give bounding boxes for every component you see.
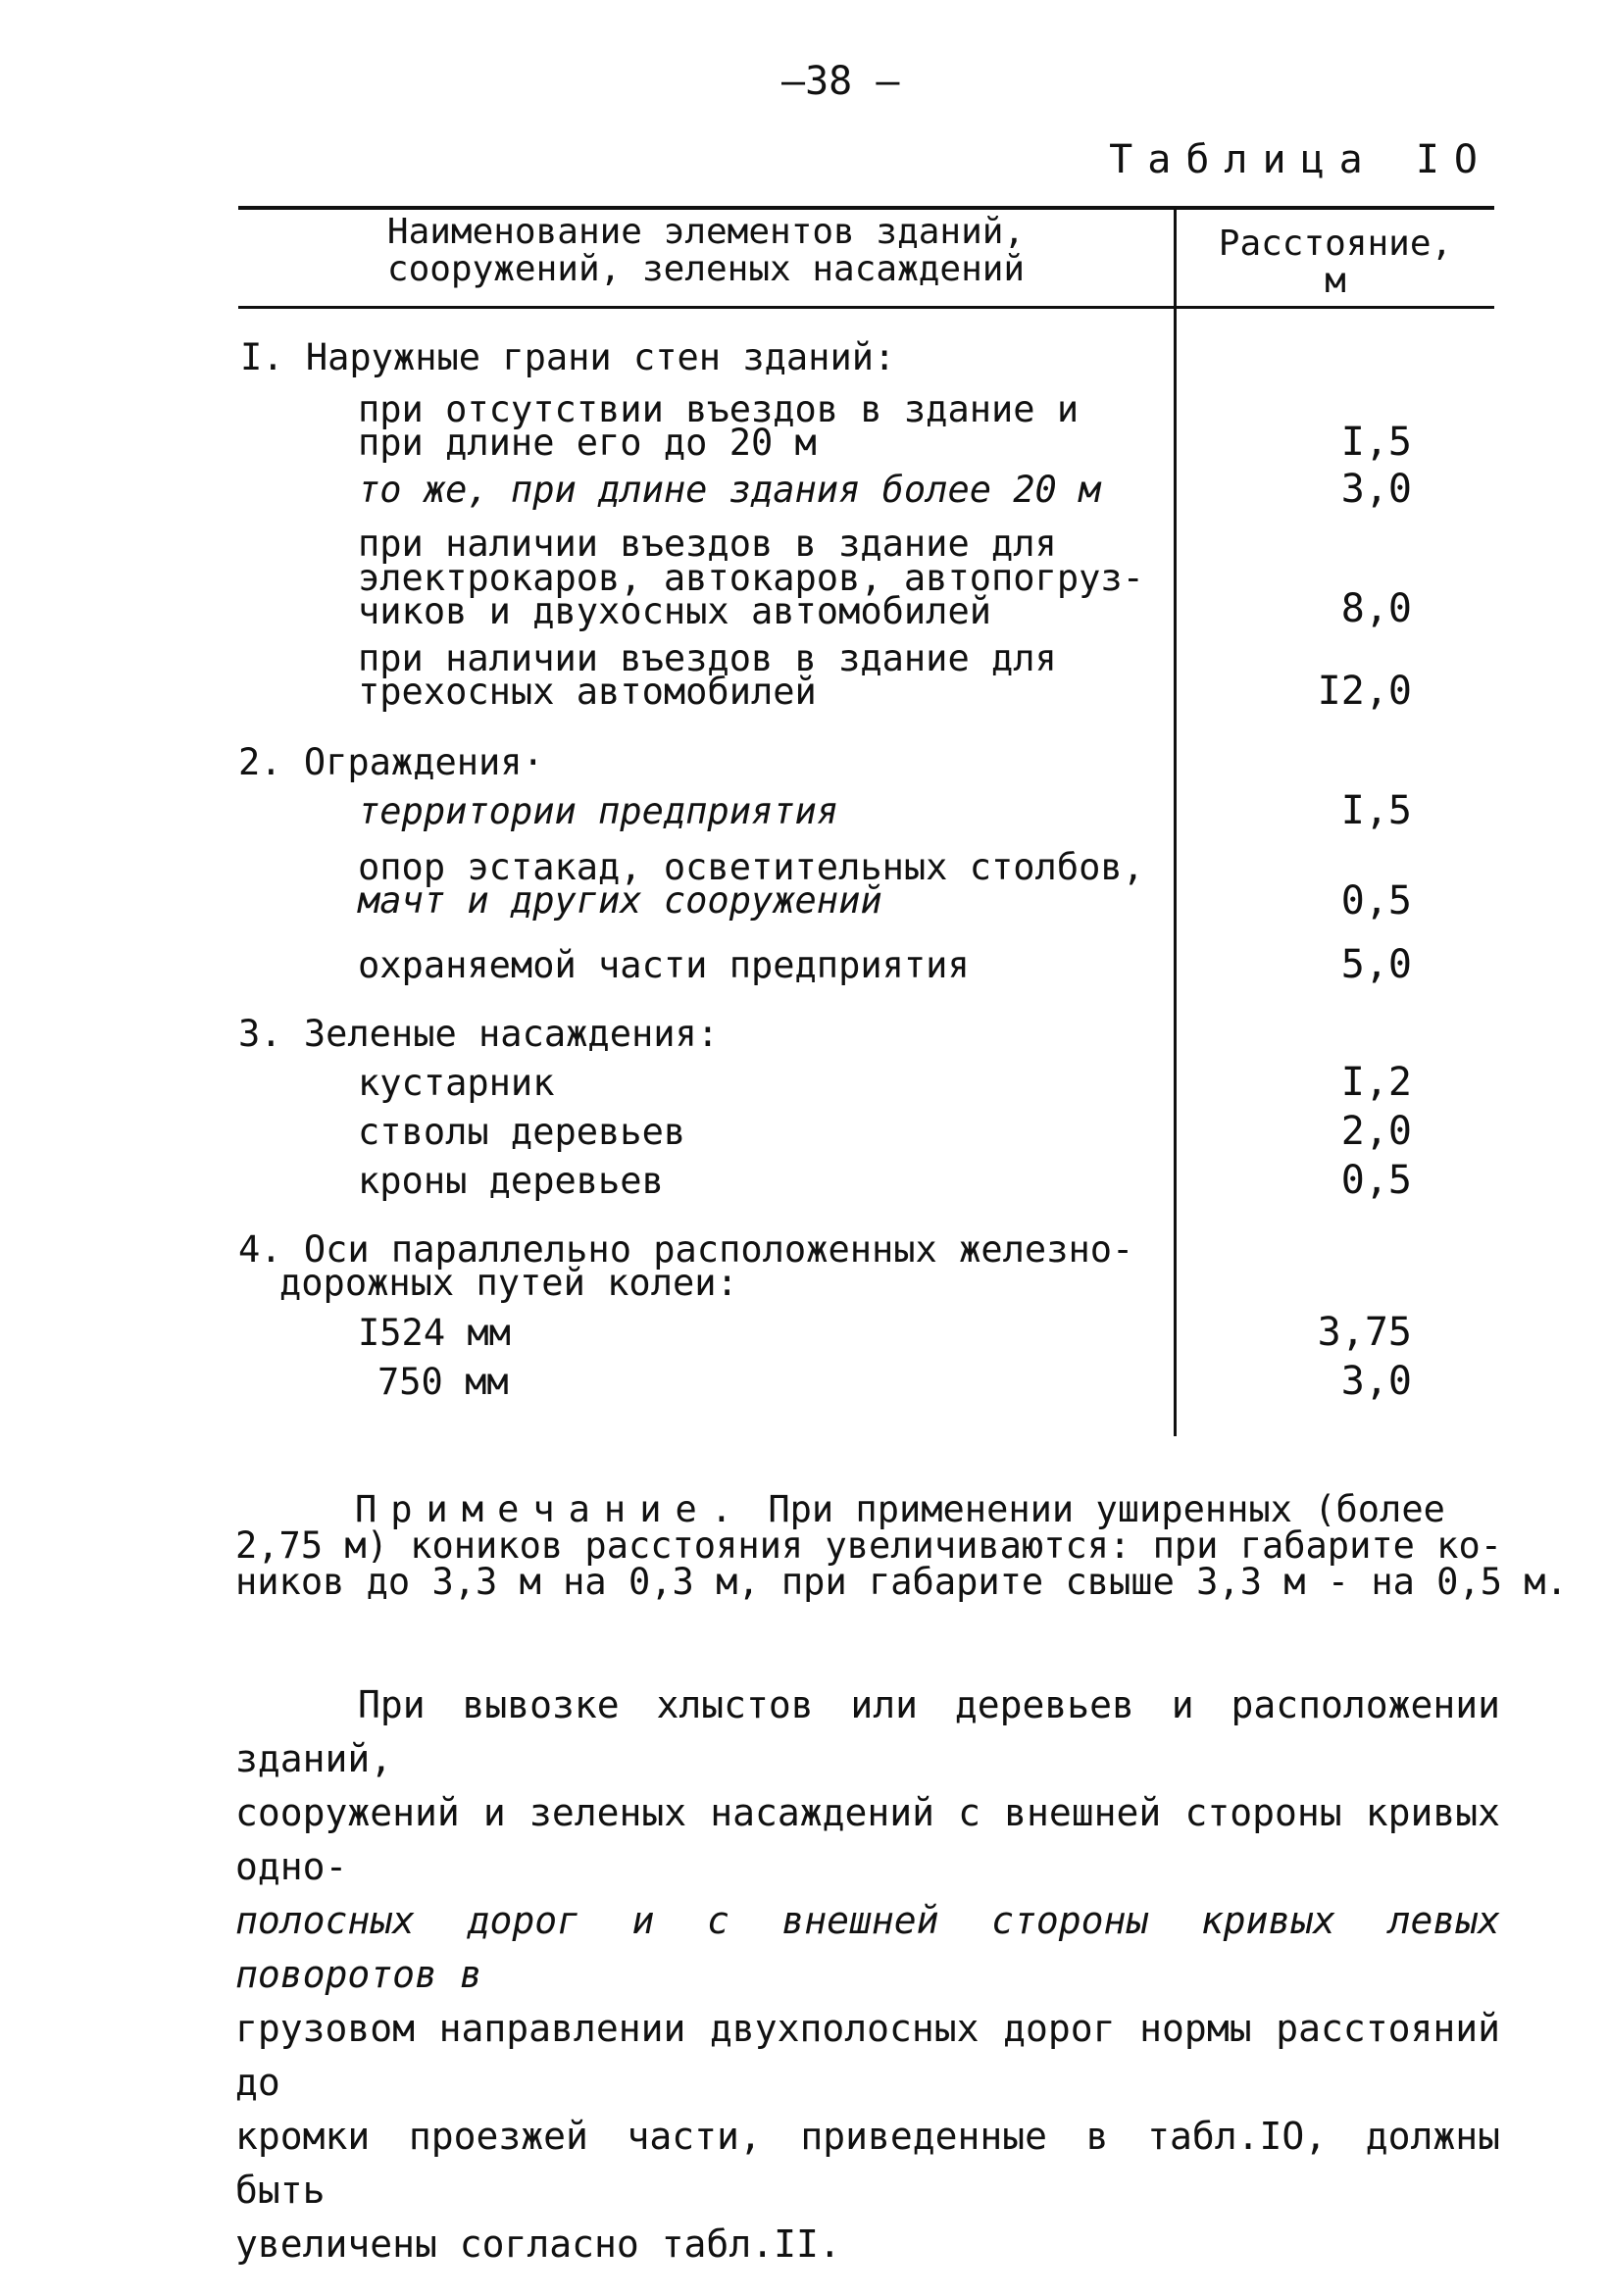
table-row-value: I,2 (1340, 1060, 1412, 1105)
table-row-text: дорожных путей колеи: (279, 1262, 738, 1304)
table-row-text: территории предприятия (358, 790, 839, 832)
table-row-text: 2. Ограждения· (238, 741, 544, 783)
note-text-1: При применении уширенных (более (768, 1488, 1445, 1530)
table-header-rule (238, 306, 1494, 309)
table-row-text: при длине его до 20 м (358, 422, 817, 464)
table-row-text: опор эстакад, осветительных столбов, (358, 846, 1144, 888)
paragraph-line: кромки проезжей части, приведенные в табл.IO, должны быть (235, 2115, 1500, 2212)
paragraph-line: При вывозке хлыстов или деревьев и расположении зданий, (235, 1683, 1500, 1780)
table-row-text: кроны деревьев (358, 1160, 664, 1202)
paragraph-line: полосных дорог и с внешней стороны кривых левых поворотов в (235, 1899, 1500, 1996)
table-row-text: 4. Оси параллельно расположенных железно- (238, 1228, 1134, 1271)
table-row-text: I. Наружные грани стен зданий: (240, 336, 896, 378)
table-row-value: I2,0 (1317, 669, 1412, 714)
table-row-value: 0,5 (1340, 1158, 1412, 1203)
table-row-text: при отсутствии въездов в здание и (358, 388, 1080, 430)
paragraph-line: увеличены согласно табл.II. (235, 2222, 841, 2266)
table-row-value: 5,0 (1340, 942, 1412, 987)
table-row-text: при наличии въездов в здание для (358, 637, 1057, 679)
header-name-line-2: сооружений, зеленых насаждений (386, 249, 1026, 289)
table-row-value: 3,75 (1317, 1310, 1412, 1355)
note-line-3: ников до 3,3 м на 0,3 м, при габарите свыше 3,3 м - на 0,5 м. (235, 1561, 1568, 1603)
table-row-value: I,5 (1340, 788, 1412, 833)
table-row-text: при наличии въездов в здание для (358, 523, 1057, 565)
note-line-1 (355, 1490, 1445, 1529)
table-header-name (238, 214, 1174, 288)
table-row-text: I524 мм (358, 1312, 511, 1354)
table-row-text: чиков и двухосных автомобилей (358, 590, 992, 632)
table-top-rule (238, 206, 1494, 210)
table-row-value: I,5 (1340, 420, 1412, 465)
table-row-text: то же, при длине здания более 20 м (358, 469, 1101, 511)
table-row-text: охраняемой части предприятия (358, 944, 970, 986)
table-row-text: мачт и других сооружений (358, 879, 882, 922)
page-number: —38 — (781, 59, 900, 104)
table-title: Таблица IO (1109, 137, 1492, 182)
table-header-distance (1177, 225, 1494, 300)
body-paragraph (235, 1678, 1500, 2271)
table-row-text: трехосных автомобилей (358, 671, 817, 713)
table-row-text: электрокаров, автокаров, автопогруз- (358, 557, 1144, 599)
table-row-value: 2,0 (1340, 1109, 1412, 1154)
paragraph-line: сооружений и зеленых насаждений с внешней стороны кривых одно- (235, 1791, 1500, 1888)
header-distance-line-2: м (1325, 261, 1346, 301)
table-row-text: стволы деревьев (358, 1111, 686, 1153)
paragraph-line: грузовом направлении двухполосных дорог нормы расстояний до (235, 2007, 1500, 2104)
header-name-line-1: Наименование элементов зданий, (386, 212, 1026, 252)
table-row-text: кустарник (358, 1062, 555, 1104)
note-label: Примечание. (355, 1488, 747, 1530)
header-distance-line-1: Расстояние, (1218, 224, 1453, 264)
note-line-2: 2,75 м) коников расстояния увеличиваются: при габарите ко- (235, 1524, 1503, 1567)
table-row-value: 0,5 (1340, 878, 1412, 923)
table-row-value: 3,0 (1340, 467, 1412, 512)
table-row-text: 3. Зеленые насаждения: (238, 1013, 720, 1055)
table-row-value: 8,0 (1340, 586, 1412, 631)
table-row-text: 750 мм (377, 1361, 509, 1403)
table-row-value: 3,0 (1340, 1359, 1412, 1404)
